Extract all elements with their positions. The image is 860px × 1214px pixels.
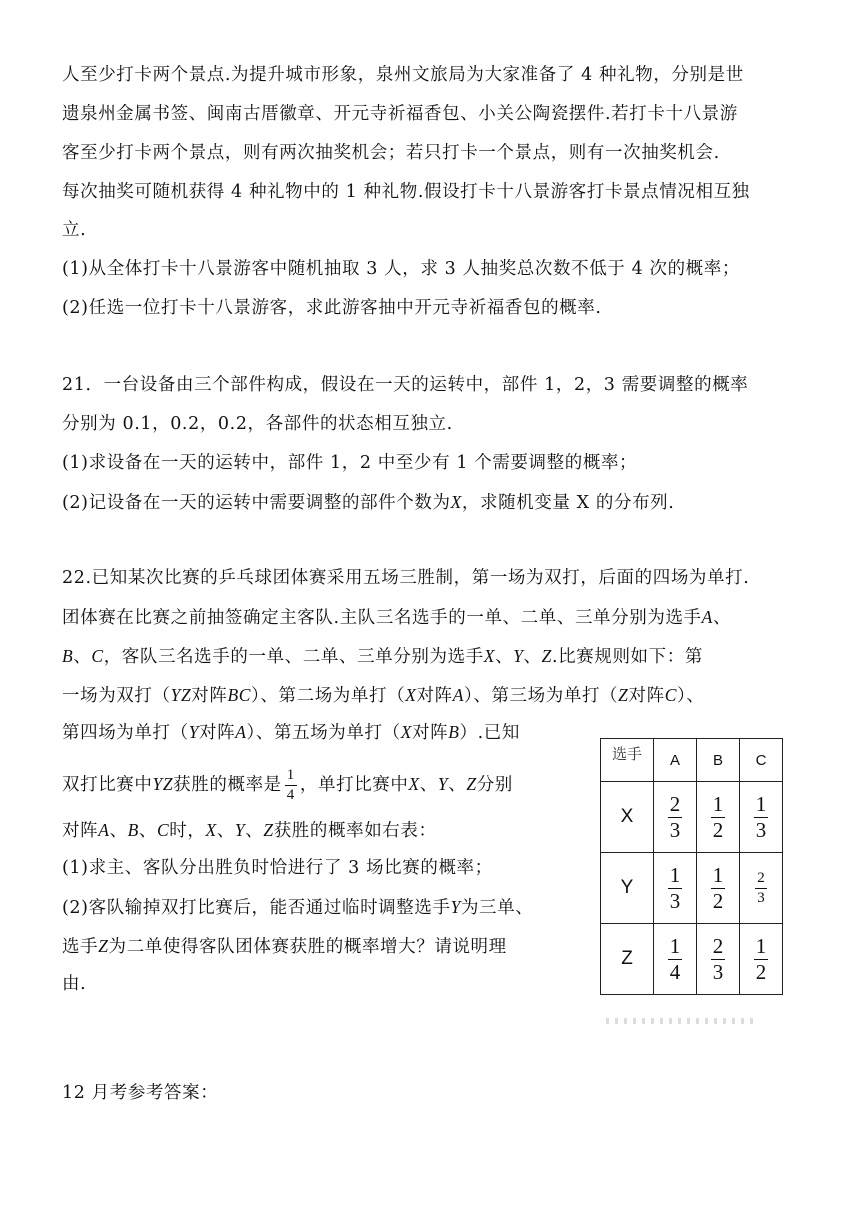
- table-header-row: [601, 739, 783, 782]
- table-col-header: A: [654, 739, 697, 782]
- table-cell: [654, 782, 697, 853]
- table-row: [601, 924, 783, 995]
- intro-line: 客至少打卡两个景点，则有两次抽奖机会；若只打卡一个景点，则有一次抽奖机会.: [62, 143, 720, 163]
- q21-line: 21．一台设备由三个部件构成，假设在一天的运转中，部件 1，2，3 需要调整的概率: [62, 375, 749, 395]
- table-cell: [697, 924, 740, 995]
- table-cell: [740, 924, 783, 995]
- q22-subquestion-2: (2)客队输掉双打比赛后，能否通过临时调整选手Y为三单、: [62, 897, 534, 918]
- table-cell: [740, 853, 783, 924]
- q22-line: 22.已知某次比赛的乒乓球团体赛采用五场三胜制，第一场为双打，后面的四场为单打.: [62, 568, 750, 588]
- intro-subquestion-2: (2)任选一位打卡十八景游客，求此游客抽中开元寺祈福香包的概率.: [62, 298, 602, 318]
- table-cell: [654, 853, 697, 924]
- q22-line: 选手Z为二单使得客队团体赛获胜的概率增大？请说明理: [62, 936, 507, 957]
- fraction: $\frac{1}{3}$: [669, 862, 681, 913]
- intro-line: 人至少打卡两个景点.为提升城市形象，泉州文旅局为大家准备了 4 种礼物，分别是世: [62, 65, 744, 85]
- q21-subquestion-1: (1)求设备在一天的运转中，部件 1，2 中至少有 1 个需要调整的概率；: [62, 453, 638, 473]
- q22-line: 对阵A、B、C时，X、Y、Z获胜的概率如右表：: [62, 820, 437, 841]
- fraction-one-quarter: $\frac{1}{4}$: [286, 767, 295, 803]
- table-row: [601, 853, 783, 924]
- q21-line: 分别为 0.1，0.2，0.2，各部件的状态相互独立.: [62, 414, 453, 434]
- q22-line: B、C，客队三名选手的一单、二单、三单分别为选手X、Y、Z.比赛规则如下：第: [62, 646, 703, 667]
- fraction: $\frac{2}{3}$: [669, 791, 681, 842]
- table-cell: [654, 924, 697, 995]
- fraction: $\frac{1}{2}$: [712, 862, 724, 913]
- intro-line: 立.: [62, 220, 87, 240]
- table-col-header: B: [697, 739, 740, 782]
- probability-table: [600, 738, 783, 995]
- q21-subquestion-2: (2)记设备在一天的运转中需要调整的部件个数为X，求随机变量 X 的分布列.: [62, 492, 675, 513]
- table-cell: [697, 782, 740, 853]
- scan-artifact: [606, 1018, 756, 1024]
- q22-subquestion-1: (1)求主、客队分出胜负时恰进行了 3 场比赛的概率；: [62, 858, 493, 878]
- table-col-header: C: [740, 739, 783, 782]
- table-row-label: Y: [601, 853, 654, 924]
- fraction: $\frac{1}{2}$: [755, 933, 767, 984]
- table-row-label: X: [601, 782, 654, 853]
- q22-line: 一场为双打（YZ对阵BC）、第二场为单打（X对阵A）、第三场为单打（Z对阵C）、: [62, 685, 705, 706]
- table-cell: [740, 782, 783, 853]
- table-cell: [697, 853, 740, 924]
- intro-line: 每次抽奖可随机获得 4 种礼物中的 1 种礼物.假设打卡十八景游客打卡景点情况相互独: [62, 182, 750, 202]
- fraction: $\frac{1}{4}$: [669, 933, 681, 984]
- q22-line: 团体赛在比赛之前抽签确定主客队.主队三名选手的一单、二单、三单分别为选手A、: [62, 607, 732, 628]
- answer-heading: 12 月考参考答案：: [62, 1083, 219, 1103]
- q22-line: 第四场为单打（Y对阵A）、第五场为单打（X对阵B）.已知: [62, 722, 520, 743]
- table-row-label: Z: [601, 924, 654, 995]
- fraction: $\frac{2}{3}$: [757, 869, 765, 906]
- table-row: [601, 782, 783, 853]
- fraction: $\frac{1}{2}$: [712, 791, 724, 842]
- table-corner-label: 选手: [601, 739, 654, 782]
- intro-subquestion-1: (1)从全体打卡十八景游客中随机抽取 3 人，求 3 人抽奖总次数不低于 4 次的概率；: [62, 259, 740, 279]
- fraction: $\frac{2}{3}$: [712, 933, 724, 984]
- intro-line: 遗泉州金属书签、闽南古厝徽章、开元寺祈福香包、小关公陶瓷摆件.若打卡十八景游: [62, 104, 738, 124]
- q22-line: 由.: [62, 974, 87, 994]
- fraction: $\frac{1}{3}$: [755, 791, 767, 842]
- q22-line: 双打比赛中YZ获胜的概率是 $\frac{1}{4}$ ，单打比赛中X、Y、Z分别: [62, 767, 513, 803]
- var-x: X: [450, 492, 462, 512]
